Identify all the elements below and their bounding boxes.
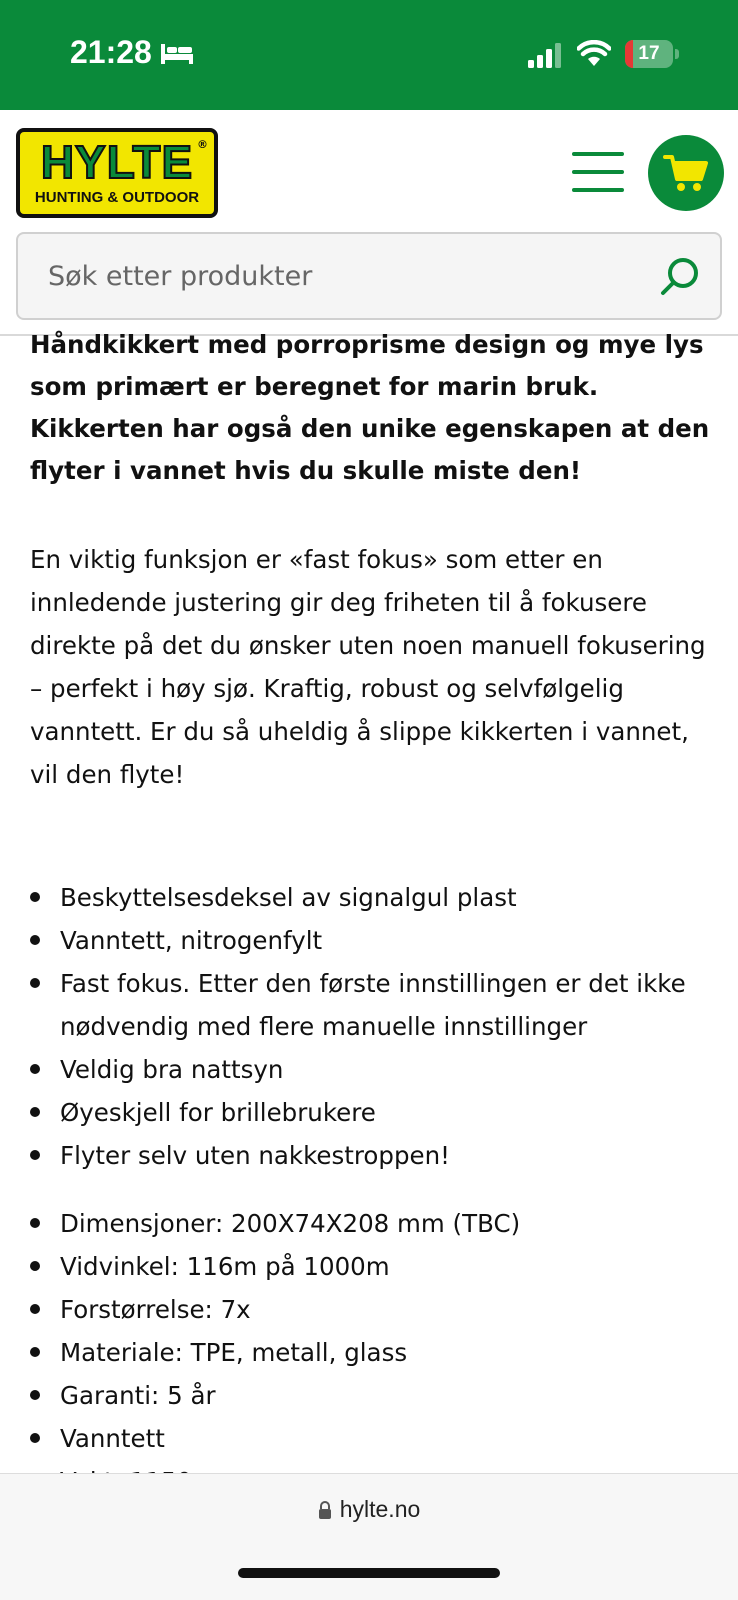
logo-registered-mark: ® [197, 138, 208, 151]
status-bar [0, 0, 738, 110]
search-icon[interactable] [658, 254, 702, 298]
menu-bar-bottom [572, 188, 624, 192]
list-item: Flyter selv uten nakkestroppen! [30, 1134, 720, 1177]
battery-level: 17 [638, 43, 660, 64]
list-item: Øyeskjell for brillebrukere [30, 1091, 720, 1134]
logo-main-text: HYLTE [40, 136, 194, 188]
description-paragraph: En viktig funksjon er «fast fokus» som etter en innledende justering gir deg friheten til å fokusere direkte på det du ønsker uten noen manuell fokusering – perfekt i høy sjø. Kraftig, robust og selvfølgelig vanntett. Er du så uheldig å slippe kikkerten i vannet, vil den flyte! [30, 545, 706, 789]
address-bar[interactable] [0, 1496, 738, 1523]
cart-button[interactable] [648, 135, 724, 211]
product-description [30, 324, 720, 1503]
menu-bar-middle [572, 170, 624, 174]
list-item: Dimensjoner: 200X74X208 mm (TBC) [30, 1202, 720, 1245]
list-item: Vanntett, nitrogenfylt [30, 919, 720, 962]
home-indicator[interactable] [238, 1568, 500, 1578]
list-item: Vidvinkel: 116m på 1000m [30, 1245, 720, 1288]
hamburger-icon[interactable] [572, 150, 626, 194]
list-item: Beskyttelsesdeksel av signalgul plast [30, 876, 720, 919]
url-text: hylte.no [339, 1496, 421, 1522]
browser-bottom-bar [0, 1473, 738, 1600]
bed-icon [160, 42, 194, 66]
list-item: Materiale: TPE, metall, glass [30, 1331, 720, 1374]
wifi-icon [577, 40, 611, 68]
site-header [0, 110, 738, 336]
search-input[interactable] [48, 234, 638, 318]
list-item: Forstørrelse: 7x [30, 1288, 720, 1331]
menu-bar-top [572, 152, 624, 156]
list-item: Vanntett [30, 1417, 720, 1460]
features-list [30, 876, 720, 1177]
battery-indicator [625, 40, 673, 68]
list-item: Veldig bra nattsyn [30, 1048, 720, 1091]
list-item: Fast fokus. Etter den første innstillingen er det ikke nødvendig med flere manuelle innstillinger [30, 962, 720, 1048]
battery-nub [675, 49, 679, 59]
specs-list [30, 1202, 720, 1503]
cellular-signal-icon [528, 42, 562, 68]
list-item: Garanti: 5 år [30, 1374, 720, 1417]
hylte-logo[interactable] [16, 128, 218, 218]
status-time: 21:28 [70, 34, 152, 70]
cart-icon [663, 153, 709, 193]
intro-text: Håndkikkert med porroprisme design og mye lys som primært er beregnet for marin bruk. Kikkerten har også den unike egenskapen at den flyter i vannet hvis du skulle miste den! [30, 330, 710, 485]
search-box [16, 232, 722, 320]
logo-subtitle: HUNTING & OUTDOOR [34, 189, 200, 206]
lock-icon [318, 1501, 332, 1519]
